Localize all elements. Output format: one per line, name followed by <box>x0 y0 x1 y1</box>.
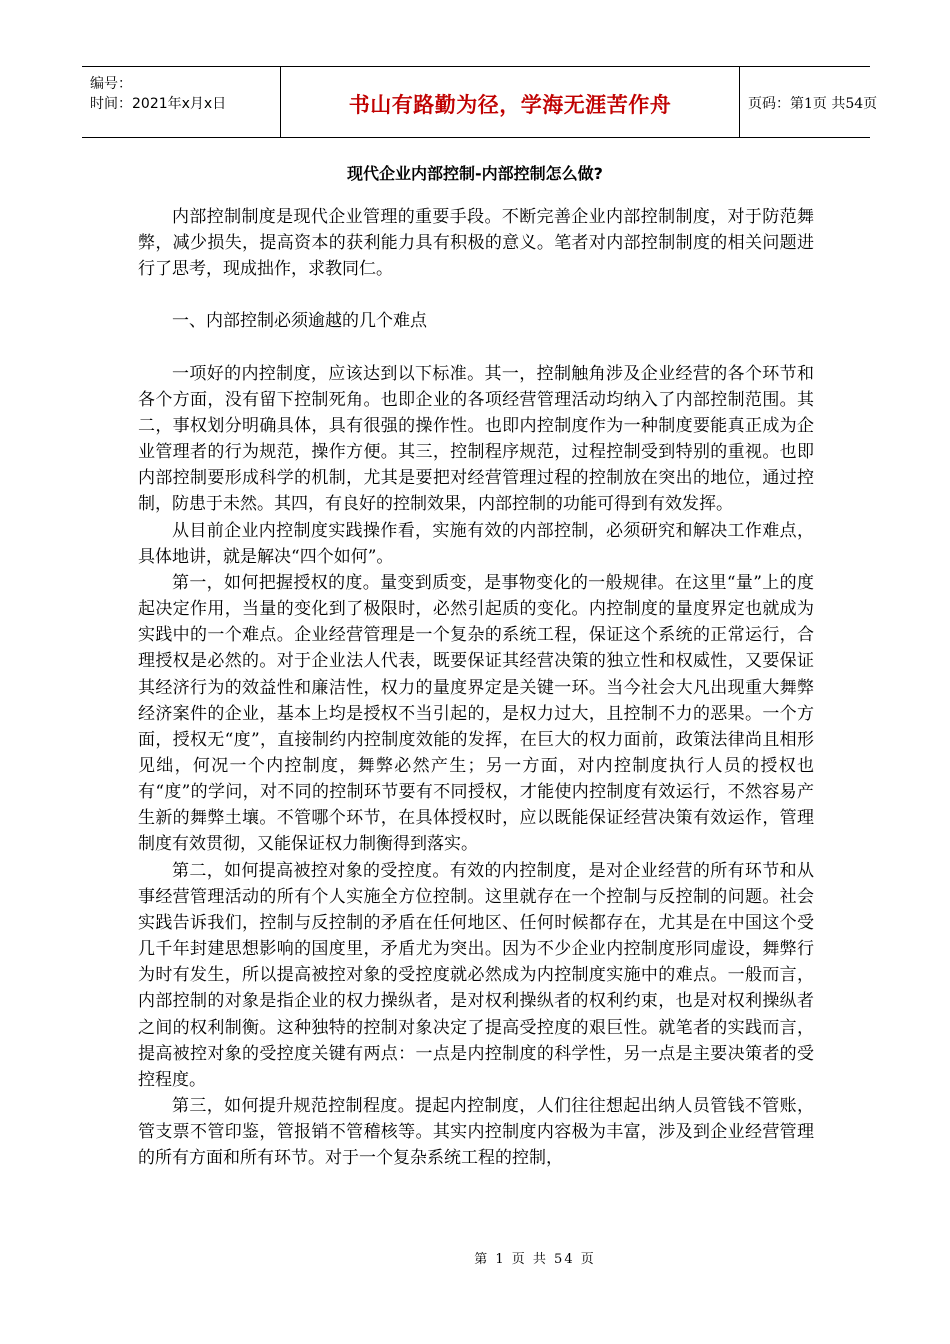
paragraph: 一项好的内控制度，应该达到以下标准。其一，控制触角涉及企业经营的各个环节和各个方面，没有留下控制死角。也即企业的各项经营管理活动均纳入了内部控制范围。其二，事权划分明确具体，具有很强的操作性。也即内控制度作为一种制度要能真正成为企业管理者的行为规范，操作方便。其三，控制程序规范，过程控制受到特别的重视。也即内部控制要形成科学的机制，尤其是要把对经营管理过程的控制放在突出的地位，通过控制，防患于未然。其四，有良好的控制效果，内部控制的功能可得到有效发挥。 <box>138 363 814 515</box>
page-footer: 第 1 页 共 54 页 <box>474 1252 596 1267</box>
document-number-label: 编号： <box>90 76 132 92</box>
document-date-label: 时间：2021年x月x日 <box>90 96 227 112</box>
section-heading: 一、内部控制必须逾越的几个难点 <box>172 311 427 332</box>
header-meta-cell <box>82 67 280 137</box>
header-motto-cell <box>280 67 740 137</box>
paragraph: 第二，如何提高被控对象的受控度。有效的内控制度，是对企业经营的所有环节和从事经营管理活动的所有个人实施全方位控制。这里就存在一个控制与反控制的问题。社会实践告诉我们，控制与反控制的矛盾在任何地区、任何时候都存在，尤其是在中国这个受几千年封建思想影响的国度里，矛盾尤为突出。因为不少企业内控制度形同虚设，舞弊行为时有发生，所以提高被控对象的受控度就必然成为内控制度实施中的难点。一般而言，内部控制的对象是指企业的权力操纵者，是对权利操纵者的权利约束，也是对权利操纵者之间的权利制衡。这种独特的控制对象决定了提高受控度的艰巨性。就笔者的实践而言，提高被控对象的受控度关键有两点：一点是内控制度的科学性，另一点是主要决策者的受控程度。 <box>138 860 814 1090</box>
paragraph: 第一，如何把握授权的度。量变到质变，是事物变化的一般规律。在这里“量”上的度起决定作用，当量的变化到了极限时，必然引起质的变化。内控制度的量度界定也就成为实践中的一个难点。企业经营管理是一个复杂的系统工程，保证这个系统的正常运行，合理授权是必然的。对于企业法人代表，既要保证其经营决策的独立性和权威性，又要保证其经济行为的效益性和廉洁性，权力的量度界定是关键一环。当今社会大凡出现重大舞弊经济案件的企业，基本上均是授权不当引起的，是权力过大，且控制不力的恶果。一个方面，授权无“度”，直接制约内控制度效能的发挥，在巨大的权力面前，政策法律尚且相形见绌，何况一个内控制度，舞弊必然产生；另一方面，对内控制度执行人员的授权也有“度”的学问，对不同的控制环节要有不同授权，才能使内控制度有效运行，不然容易产生新的舞弊土壤。不管哪个环节，在具体授权时，应以既能保证经营决策有效运作，管理制度有效贯彻，又能保证权力制衡得到落实。 <box>138 572 814 855</box>
header-page-cell <box>738 67 878 137</box>
paragraph: 第三，如何提升规范控制程度。提起内控制度，人们往往想起出纳人员管钱不管账，管支票不管印鉴，管报销不管稽核等。其实内控制度内容极为丰富，涉及到企业经营管理的所有方面和所有环节。对于一个复杂系统工程的控制， <box>138 1096 814 1169</box>
header-page-info: 页码：第1页 共54页 <box>748 96 878 112</box>
page-header <box>82 66 878 138</box>
header-motto: 书山有路勤为径，学海无涯苦作舟 <box>348 93 672 117</box>
paragraph: 从目前企业内控制度实践操作看，实施有效的内部控制，必须研究和解决工作难点，具体地讲，就是解决“四个如何”。 <box>138 520 814 567</box>
document-body <box>138 204 814 1171</box>
paragraph-intro: 内部控制制度是现代企业管理的重要手段。不断完善企业内部控制制度，对于防范舞弊，减少损失，提高资本的获利能力具有积极的意义。笔者对内部控制制度的相关问题进行了思考，现成拙作，求教同仁。 <box>138 207 814 280</box>
document-title: 现代企业内部控制-内部控制怎么做? <box>347 164 603 183</box>
